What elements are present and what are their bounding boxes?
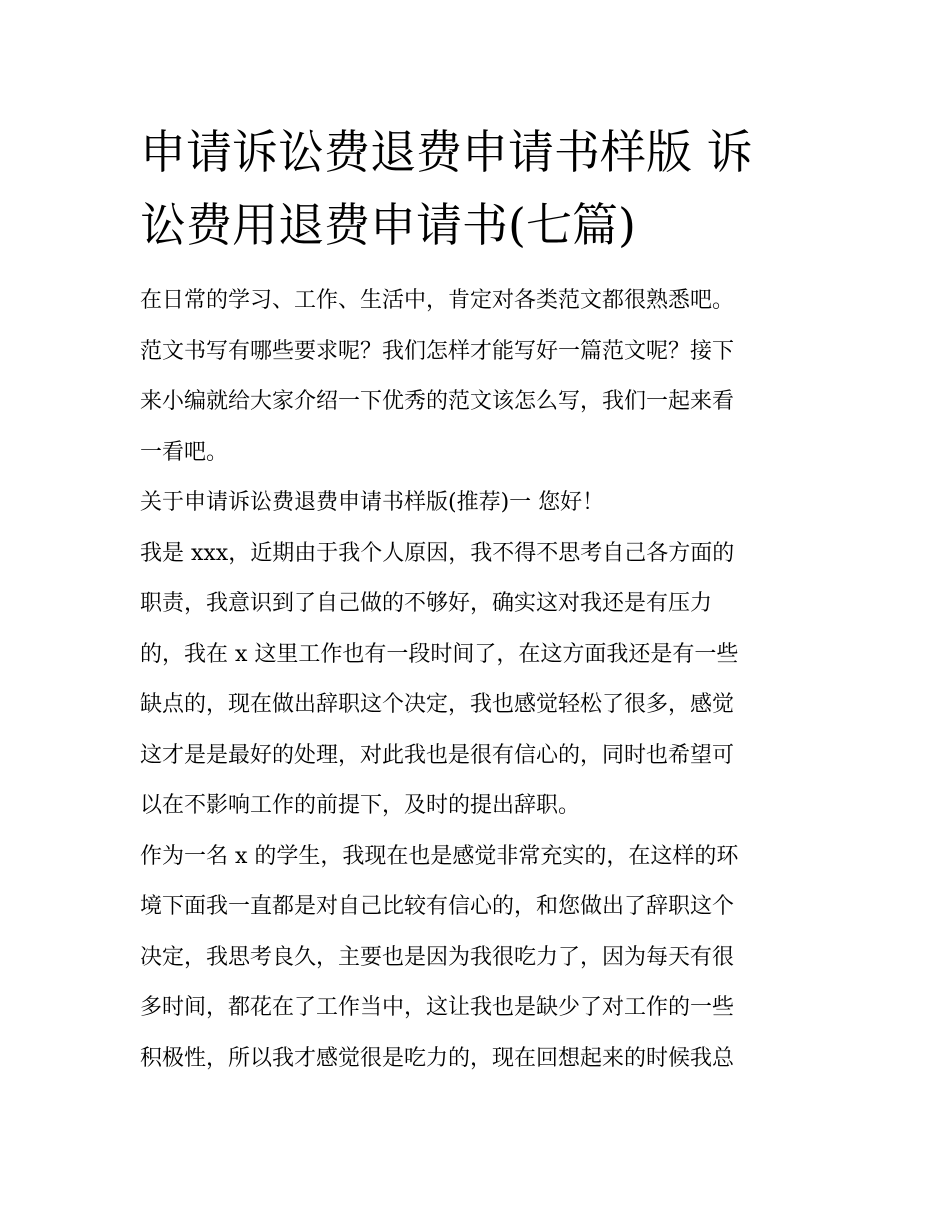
text-line: 范文书写有哪些要求呢？我们怎样才能写好一篇范文呢？接下 bbox=[140, 338, 735, 364]
text-line: 这才是是最好的处理，对此我也是很有信心的，同时也希望可 bbox=[140, 742, 735, 768]
text-line: 决定，我思考良久，主要也是因为我很吃力了，因为每天有很 bbox=[140, 944, 735, 970]
text-line: 我是 xxx，近期由于我个人原因，我不得不思考自己各方面的 bbox=[140, 540, 735, 566]
text-line: 多时间，都花在了工作当中，这让我也是缺少了对工作的一些 bbox=[140, 995, 735, 1020]
title-line: 申请诉讼费退费申请书样版 诉 bbox=[140, 125, 753, 179]
section-heading-line: 关于申请诉讼费退费申请书样版(推荐)一 您好！ bbox=[140, 490, 605, 515]
text-line: 积极性，所以我才感觉很是吃力的，现在回想起来的时候我总 bbox=[140, 1045, 735, 1071]
text-line: 来小编就给大家介绍一下优秀的范文该怎么写，我们一起来看 bbox=[140, 389, 735, 414]
text-line: 缺点的，现在做出辞职这个决定，我也感觉轻松了很多，感觉 bbox=[140, 692, 735, 717]
text-line: 职责，我意识到了自己做的不够好，确实这对我还是有压力 bbox=[140, 591, 713, 616]
document-body bbox=[140, 276, 820, 1084]
document-title bbox=[140, 116, 820, 262]
text-line: 境下面我一直都是对自己比较有信心的，和您做出了辞职这个 bbox=[140, 894, 735, 919]
text-line: 的，我在 x 这里工作也有一段时间了，在这方面我还是有一些 bbox=[140, 641, 739, 667]
text-line: 在日常的学习、工作、生活中，肯定对各类范文都很熟悉吧。 bbox=[140, 288, 735, 313]
text-line: 以在不影响工作的前提下，及时的提出辞职。 bbox=[140, 793, 581, 818]
title-line: 讼费用退费申请书(七篇) bbox=[140, 198, 636, 252]
text-line: 一看吧。 bbox=[140, 439, 229, 465]
text-line: 作为一名 x 的学生，我现在也是感觉非常充实的，在这样的环 bbox=[140, 843, 739, 869]
